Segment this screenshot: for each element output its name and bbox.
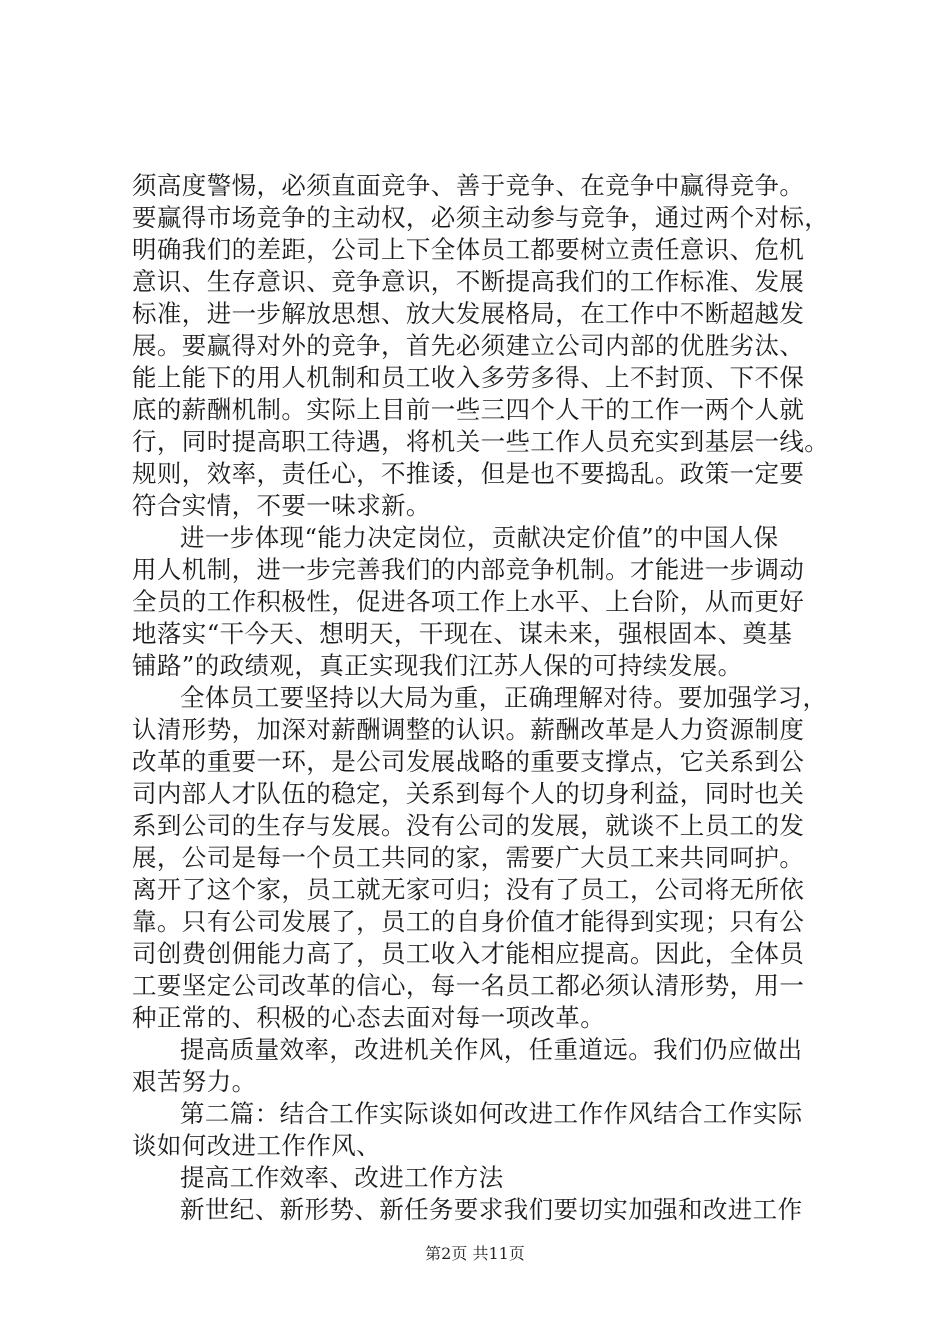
text-line: 要赢得市场竞争的主动权，必须主动参与竞争，通过两个对标， bbox=[132, 203, 830, 232]
text-line: 靠。只有公司发展了，员工的自身价值才能得到实现；只有公 bbox=[132, 907, 805, 936]
section-heading: 第二篇：结合工作实际谈如何改进工作作风结合工作实际 bbox=[180, 1099, 803, 1128]
text-line: 规则，效率，责任心，不推诿，但是也不要捣乱。政策一定要 bbox=[132, 459, 805, 488]
text-line: 明确我们的差距，公司上下全体员工都要树立责任意识、危机 bbox=[132, 235, 805, 264]
paragraph-first-line: 提高质量效率，改进机关作风，任重道远。我们仍应做出 bbox=[180, 1035, 803, 1064]
text-line: 能上能下的用人机制和员工收入多劳多得、上不封顶、下不保 bbox=[132, 363, 805, 392]
section-heading-continued: 谈如何改进工作作风、 bbox=[132, 1131, 381, 1160]
text-line: 系到公司的生存与发展。没有公司的发展，就谈不上员工的发 bbox=[132, 811, 805, 840]
text-line: 符合实情，不要一味求新。 bbox=[132, 491, 431, 520]
text-line: 地落实“干今天、想明天，干现在、谋未来，强根固本、奠基 bbox=[132, 619, 793, 648]
text-line: 用人机制，进一步完善我们的内部竞争机制。才能进一步调动 bbox=[132, 555, 805, 584]
text-line: 行，同时提高职工待遇，将机关一些工作人员充实到基层一线。 bbox=[132, 427, 830, 456]
paragraph-first-line: 进一步体现“能力决定岗位，贡献决定价值”的中国人保 bbox=[180, 523, 779, 552]
section-subtitle: 提高工作效率、改进工作方法 bbox=[180, 1163, 504, 1192]
text-line: 展。要赢得对外的竞争，首先必须建立公司内部的优胜劣汰、 bbox=[132, 331, 805, 360]
text-line: 全员的工作积极性，促进各项工作上水平、上台阶，从而更好 bbox=[132, 587, 805, 616]
text-line: 司创费创佣能力高了，员工收入才能相应提高。因此，全体员 bbox=[132, 939, 805, 968]
page-number: 第2页 共11页 bbox=[425, 1244, 525, 1263]
text-line: 艰苦努力。 bbox=[132, 1067, 257, 1096]
text-line: 认清形势，加深对薪酬调整的认识。薪酬改革是人力资源制度 bbox=[132, 715, 805, 744]
paragraph-first-line: 新世纪、新形势、新任务要求我们要切实加强和改进工作 bbox=[180, 1195, 803, 1224]
text-line: 种正常的、积极的心态去面对每一项改革。 bbox=[132, 1003, 606, 1032]
text-line: 标准，进一步解放思想、放大发展格局，在工作中不断超越发 bbox=[132, 299, 805, 328]
paragraph-first-line: 全体员工要坚持以大局为重，正确理解对待。要加强学习， bbox=[180, 683, 828, 712]
document-body bbox=[132, 170, 832, 1226]
text-line: 须高度警惕，必须直面竞争、善于竞争、在竞争中赢得竞争。 bbox=[132, 171, 805, 200]
text-line: 意识、生存意识、竞争意识，不断提高我们的工作标准、发展 bbox=[132, 267, 805, 296]
text-line: 展，公司是每一个员工共同的家，需要广大员工来共同呵护。 bbox=[132, 843, 805, 872]
text-line: 工要坚定公司改革的信心，每一名员工都必须认清形势，用一 bbox=[132, 971, 805, 1000]
text-line: 改革的重要一环，是公司发展战略的重要支撑点，它关系到公 bbox=[132, 747, 805, 776]
text-line: 铺路”的政绩观，真正实现我们江苏人保的可持续发展。 bbox=[132, 651, 743, 680]
text-line: 底的薪酬机制。实际上目前一些三四个人干的工作一两个人就 bbox=[132, 395, 805, 424]
text-line: 离开了这个家，员工就无家可归；没有了员工，公司将无所依 bbox=[132, 875, 805, 904]
text-line: 司内部人才队伍的稳定，关系到每个人的切身利益，同时也关 bbox=[132, 779, 805, 808]
